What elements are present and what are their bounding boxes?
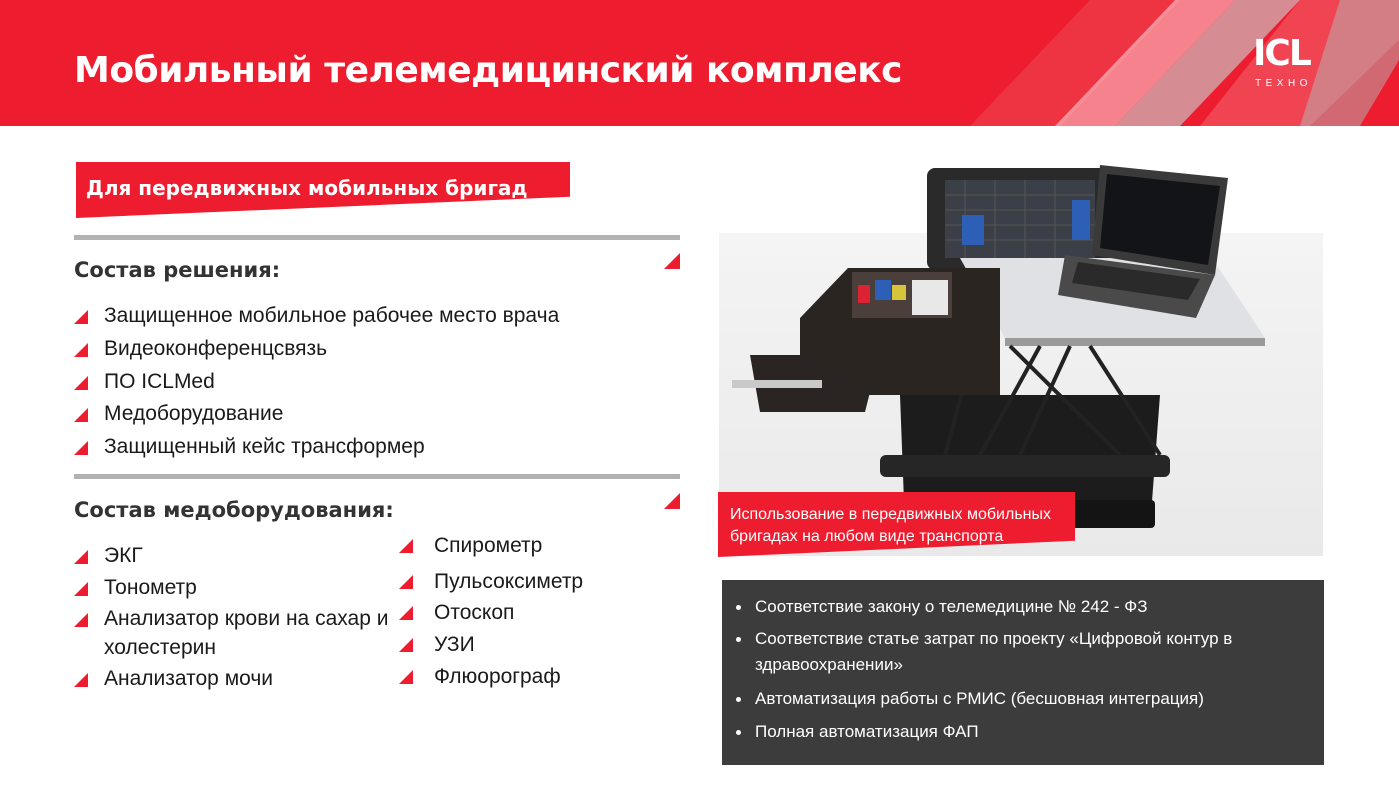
subtitle-ribbon-text: Для передвижных мобильных бригад [86,176,528,200]
benefit-item [736,626,1296,678]
bullet-dot-icon [736,605,741,610]
equipment-section-title: Состав медоборудования: [74,498,394,522]
list-item: Видеоконференцсвязь [104,337,328,360]
benefit-text: Соответствие закону о телемедицине № 242 - ФЗ [755,597,1148,616]
bullet-dot-icon [736,697,741,702]
list-item: УЗИ [434,633,475,656]
list-item: Тонометр [104,576,197,599]
bullet-dot-icon [736,637,741,642]
list-item: Медоборудование [104,402,284,425]
list-item: Анализатор крови на сахар и холестерин [104,607,389,659]
list-item: Спирометр [434,534,543,557]
bullet-dot-icon [736,730,741,735]
page-title: Мобильный телемедицинский комплекс [74,50,902,91]
list-item: Защищенное мобильное рабочее место врача [104,304,560,327]
benefit-text: Полная автоматизация ФАП [755,722,979,741]
list-item: ПО ICLMed [104,370,215,393]
photo-caption: Использование в передвижных мобильных бригадах на любом виде транспорта [730,506,1051,545]
solution-section-title: Состав решения: [74,258,281,282]
benefit-text: Соответствие статье затрат по проекту «Цифровой контур в здравоохранении» [755,629,1233,674]
list-item: Отоскоп [434,601,515,624]
benefit-item [736,686,1296,712]
list-item: Защищенный кейс трансформер [104,435,425,458]
logo-sub-text: ТЕХНО [1255,78,1312,89]
list-item: Анализатор мочи [104,667,274,690]
logo-main-text: ICL [1253,33,1310,74]
benefit-item [736,594,1296,620]
list-item: ЭКГ [104,544,143,567]
list-item: Пульсоксиметр [434,570,584,593]
benefit-text: Автоматизация работы с РМИС (бесшовная интеграция) [755,689,1204,708]
benefit-item [736,719,1296,745]
list-item: Флюорограф [434,665,561,688]
